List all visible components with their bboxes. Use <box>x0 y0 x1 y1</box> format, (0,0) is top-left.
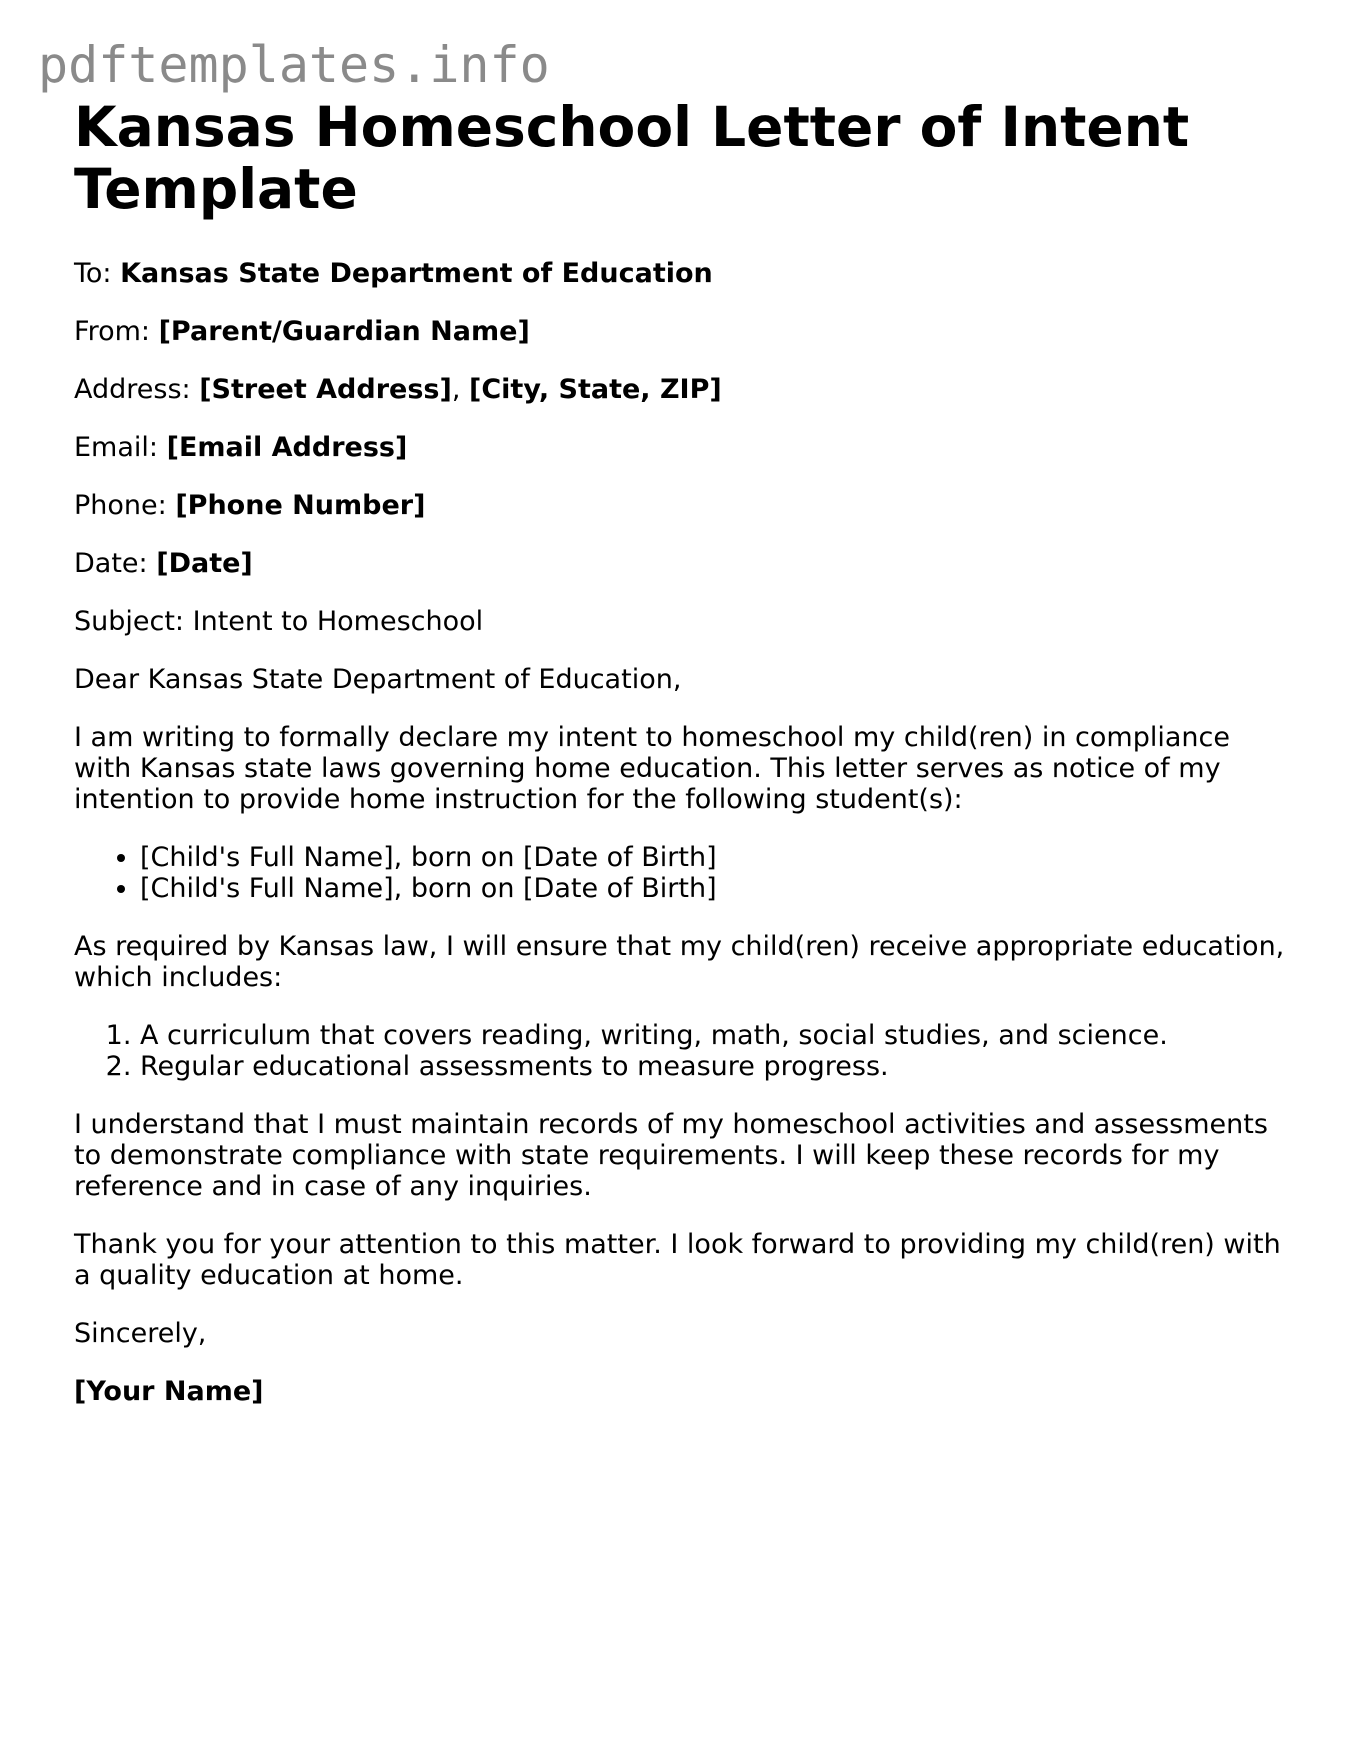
list-item: • [Child's Full Name], born on [Date of Birth] <box>140 873 1294 904</box>
email-value: [Email Address] <box>166 432 408 463</box>
date-label: Date: <box>74 548 148 579</box>
phone-field <box>74 490 1294 521</box>
closing: Sincerely, <box>74 1318 207 1349</box>
phone-label: Phone: <box>74 490 167 521</box>
requirements-intro: As required by Kansas law, I will ensure that my child(ren) receive appropriate education, which includes: <box>74 931 1285 993</box>
watermark: pdftemplates.info <box>38 36 550 94</box>
signature-placeholder: [Your Name] <box>74 1376 264 1407</box>
email-field <box>74 432 1294 463</box>
salutation: Dear Kansas State Department of Education, <box>74 664 682 695</box>
records-paragraph: I understand that I must maintain records of my homeschool activities and assessments to demonstrate compliance with state requirements. I will keep these records for my reference and in case of any inquiries. <box>74 1109 1268 1202</box>
list-item: 2. Regular educational assessments to measure progress. <box>140 1051 1294 1082</box>
to-field <box>74 258 1294 289</box>
letter-document <box>74 96 1294 1407</box>
letter-body <box>74 258 1294 1407</box>
list-item: 1. A curriculum that covers reading, writing, math, social studies, and science. <box>140 1020 1294 1051</box>
intro-paragraph: I am writing to formally declare my intent to homeschool my child(ren) in compliance with Kansas state laws governing home education. This letter serves as notice of my intention to provide home instruction for the following student(s): <box>74 722 1230 815</box>
from-field <box>74 316 1294 347</box>
subject-line: Subject: Intent to Homeschool <box>74 606 484 637</box>
address-street: [Street Address] <box>199 374 452 405</box>
address-separator: , <box>451 374 461 405</box>
date-field <box>74 548 1294 579</box>
address-field <box>74 374 1294 405</box>
page-title: Kansas Homeschool Letter of Intent Template <box>74 95 1190 221</box>
date-value: [Date] <box>156 548 253 579</box>
to-label: To: <box>74 258 112 289</box>
closing-paragraph: Thank you for your attention to this matter. I look forward to providing my child(ren) with a quality education at home. <box>74 1229 1281 1291</box>
phone-value: [Phone Number] <box>175 490 426 521</box>
address-label: Address: <box>74 374 191 405</box>
requirements-list <box>74 1020 1294 1082</box>
from-label: From: <box>74 316 150 347</box>
list-item: • [Child's Full Name], born on [Date of Birth] <box>140 842 1294 873</box>
email-label: Email: <box>74 432 159 463</box>
student-list <box>74 842 1294 904</box>
address-city: [City, State, ZIP] <box>469 374 722 405</box>
to-value: Kansas State Department of Education <box>120 258 713 289</box>
from-value: [Parent/Guardian Name] <box>158 316 530 347</box>
